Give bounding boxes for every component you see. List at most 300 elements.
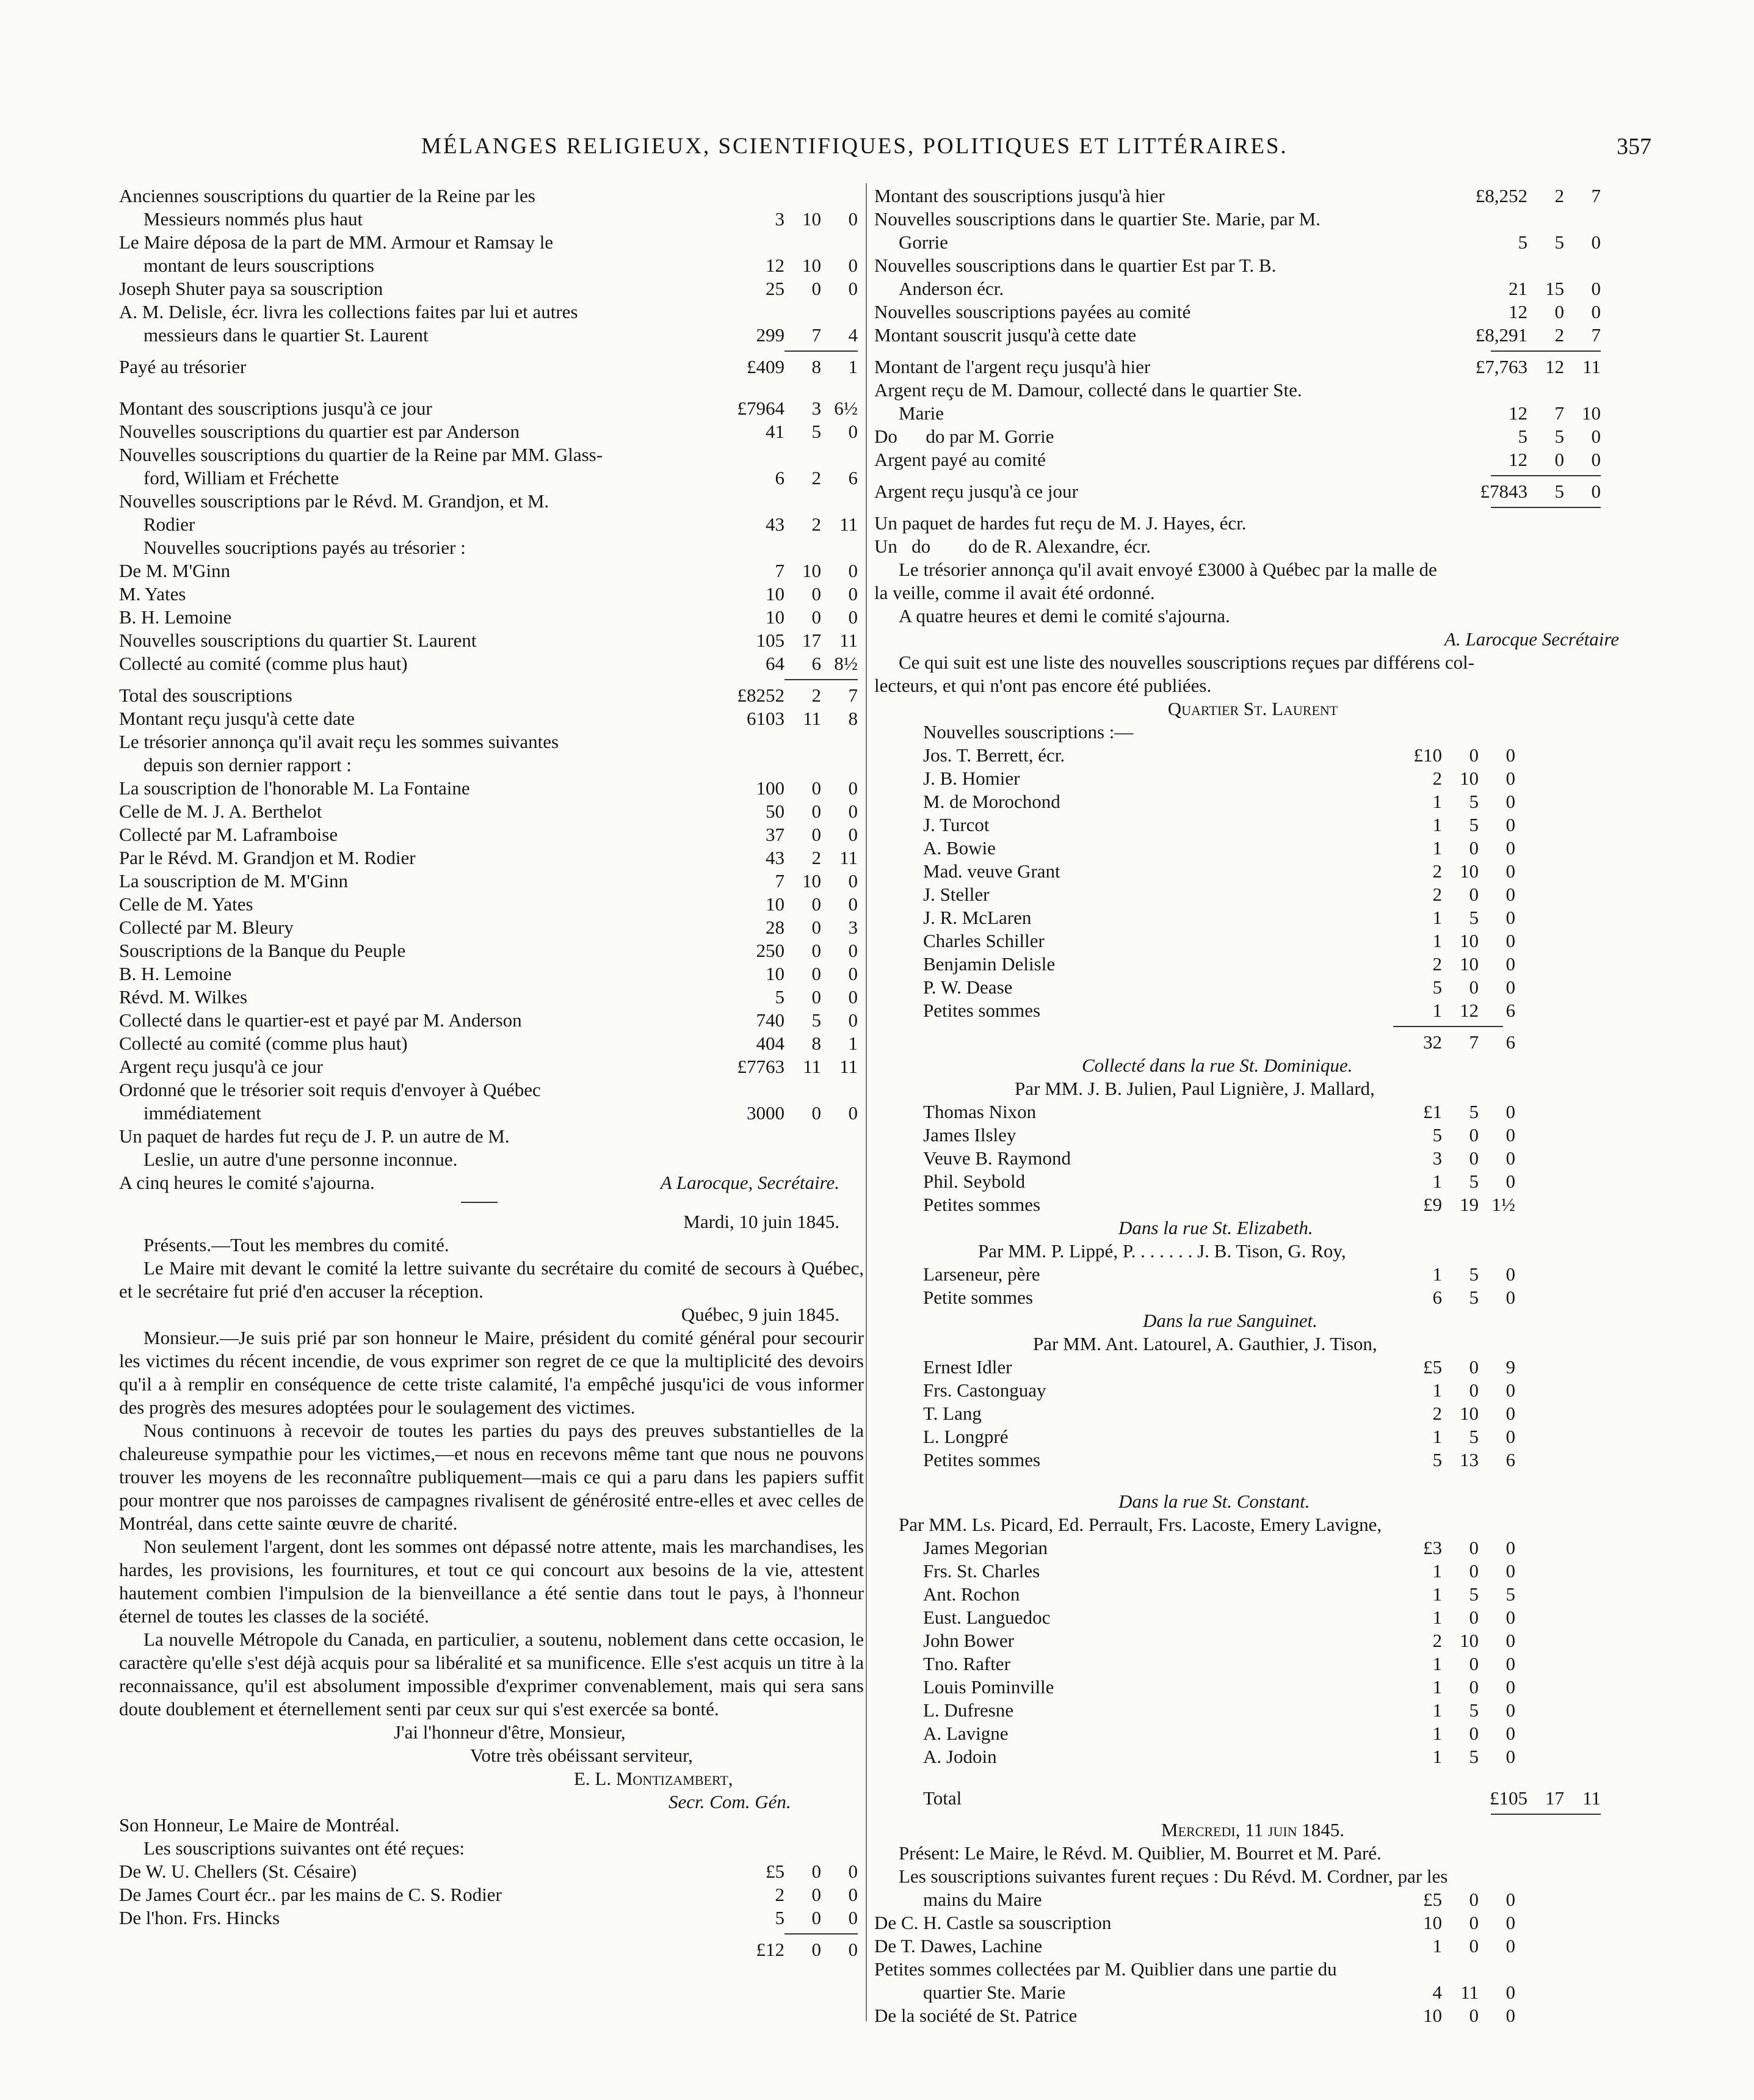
- amount-shillings: 5: [1469, 814, 1479, 835]
- amount-pence: 0: [848, 963, 858, 984]
- amount-pence: 0: [1506, 1723, 1515, 1744]
- subscriber-name: James Ilsley: [923, 1124, 1017, 1146]
- section-separator: [119, 1194, 864, 1210]
- entry-text: Argent reçu jusqu'à ce jour: [874, 481, 1078, 502]
- amount-shillings: 0: [811, 777, 821, 799]
- ledger-row: [119, 467, 864, 490]
- subscriber-name: Louis Pominville: [923, 1676, 1054, 1698]
- amount-shillings: 2: [1554, 185, 1564, 206]
- ledger-row: [874, 2004, 1631, 2027]
- amount-pence: 1: [848, 356, 858, 377]
- amount-pounds: 5: [1432, 1124, 1442, 1146]
- amount-shillings: 0: [1469, 1560, 1479, 1582]
- street-heading: Dans la rue Sanguinet.: [1143, 1310, 1317, 1331]
- ledger-row: [119, 277, 864, 300]
- entry-text: Un paquet de hardes fut reçu de M. J. Hayes, écr.: [874, 512, 1247, 534]
- subscriber-name: Thomas Nixon: [923, 1101, 1037, 1122]
- subscriber-name: Jos. T. Berrett, écr.: [923, 744, 1065, 766]
- amount-shillings: 0: [1469, 837, 1479, 859]
- amount-pence: 0: [1591, 231, 1601, 253]
- ledger-row: [874, 1958, 1631, 1981]
- ledger-row: [874, 300, 1631, 324]
- amount-pence: 11: [839, 630, 858, 651]
- entry-text: Ce qui suit est une liste des nouvelles souscriptions reçues par différens col-: [899, 652, 1474, 673]
- amount-pence: 4: [848, 324, 858, 346]
- amount-shillings: 5: [1469, 1746, 1479, 1767]
- amount-pounds: 1: [1432, 814, 1442, 835]
- amount-shillings: 2: [811, 514, 821, 535]
- amount-shillings: 5: [1469, 1699, 1479, 1721]
- amount-pence: 0: [848, 583, 858, 605]
- amount-shillings: 0: [811, 986, 821, 1008]
- amount-pence: 7: [848, 685, 858, 706]
- amount-shillings: 5: [1469, 1171, 1479, 1192]
- amount-pounds: 404: [756, 1033, 785, 1054]
- amount-pounds: 10: [766, 583, 785, 605]
- ledger-row: [874, 402, 1631, 425]
- ledger-row: [119, 986, 864, 1009]
- subscriber-name: Tno. Rafter: [923, 1653, 1010, 1674]
- collectors-line: Par MM. Ant. Latourel, A. Gauthier, J. Tison,: [1033, 1333, 1377, 1354]
- ledger-row: [119, 1767, 864, 1790]
- subscriber-row: [874, 1583, 1631, 1606]
- ledger-row: [874, 558, 1631, 581]
- entry-text: Payé au trésorier: [119, 356, 247, 377]
- amount-pence: 11: [839, 847, 858, 868]
- amount-shillings: 7: [1554, 402, 1564, 424]
- paragraph: La nouvelle Métropole du Canada, en particulier, a soutenu, noblement dans cette occasion, le caractère qu'elle s'est déjà acquis pour sa libéralité et sa munificence. Elle s'est acquis un titre à la reconnaissance, qu'il est absolument impossible d'exprimer convenablement, mais qui sera sans doute doublement et éternellement senti par ceux sur qui s'est exercée sa bonté.: [119, 1629, 864, 1720]
- entry-text: Anderson écr.: [899, 278, 1004, 299]
- amount-pence: 11: [839, 1056, 858, 1077]
- amount-pence: 11: [1582, 356, 1601, 377]
- amount-shillings: 0: [1469, 744, 1479, 766]
- amount-pence: 0: [1506, 1101, 1515, 1122]
- subscriber-name: Eust. Languedoc: [923, 1607, 1051, 1628]
- entry-text: De James Court écr.. par les mains de C. S. Rodier: [119, 1884, 502, 1905]
- amount-pounds: 6: [1432, 1287, 1442, 1308]
- amount-shillings: 5: [1469, 1287, 1479, 1308]
- ledger-row: [874, 674, 1631, 697]
- ledger-row: [874, 208, 1631, 231]
- paragraph: Monsieur.—Je suis prié par son honneur le Maire, président du comité général pour secourir les victimes du récent incendie, de vous exprimer son regret de ce que la multiplicité des devoirs qu'il a à remplir en conséquence de cette triste calamité, l'a empêché jusqu'ici de vous informer des progrès des mesures adoptées pour le soulagement des victimes.: [119, 1327, 864, 1418]
- amount-pence: 0: [1591, 481, 1601, 502]
- ledger-row: [119, 443, 864, 467]
- amount-shillings: 10: [802, 208, 821, 230]
- amount-shillings: 0: [1469, 1935, 1479, 1956]
- amount-shillings: 0: [1469, 1607, 1479, 1628]
- ledger-row: [119, 1860, 864, 1883]
- amount-pence: 0: [1506, 930, 1515, 951]
- entry-text: A quatre heures et demi le comité s'ajourna.: [899, 605, 1230, 627]
- ledger-row: [119, 1233, 864, 1257]
- amount-shillings: 5: [1469, 907, 1479, 928]
- entry-text: Montant reçu jusqu'à cette date: [119, 708, 355, 729]
- sum-rule: [119, 675, 864, 684]
- ledger-row: [119, 1102, 864, 1125]
- amount-shillings: 5: [811, 421, 821, 442]
- ledger-row: [119, 962, 864, 986]
- amount-pounds: 7: [775, 560, 785, 581]
- amount-shillings: 5: [1469, 1583, 1479, 1605]
- amount-shillings: 12: [1545, 356, 1564, 377]
- entry-text: Ordonné que le trésorier soit requis d'envoyer à Québec: [119, 1079, 541, 1100]
- ledger-row: [119, 1790, 864, 1814]
- ledger-row: [119, 1055, 864, 1078]
- entry-text: immédiatement: [143, 1102, 261, 1124]
- amount-pounds: £3: [1423, 1537, 1442, 1558]
- amount-shillings: 0: [811, 893, 821, 915]
- amount-shillings: 5: [1554, 426, 1564, 447]
- entry-text: De T. Dawes, Lachine: [874, 1935, 1043, 1956]
- entry-text: Rodier: [143, 514, 195, 535]
- ledger-row: [874, 628, 1631, 651]
- entry-text: B. H. Lemoine: [119, 606, 232, 628]
- subscriber-name: L. Longpré: [923, 1426, 1009, 1447]
- ledger-row: [119, 1032, 864, 1055]
- amount-pence: 0: [1506, 2005, 1515, 2026]
- amount-pence: 0: [848, 986, 858, 1008]
- collectors-line: Par MM. J. B. Julien, Paul Lignière, J. Mallard,: [1015, 1078, 1375, 1099]
- ledger-row: [119, 420, 864, 443]
- entry-text: Un paquet de hardes fut reçu de J. P. un autre de M.: [119, 1125, 510, 1147]
- ledger-row: [119, 870, 864, 893]
- entry-text: Nouvelles souscriptions du quartier de la Reine par MM. Glass-: [119, 444, 603, 465]
- subscriber-row: [874, 860, 1631, 883]
- amount-pence: 0: [1506, 1699, 1515, 1721]
- ledger-row: [119, 490, 864, 513]
- amount-pence: 0: [848, 1939, 858, 1960]
- amount-pence: 0: [1506, 1676, 1515, 1698]
- amount-shillings: 10: [1460, 953, 1479, 975]
- amount-pence: 0: [1591, 278, 1601, 299]
- subscriber-name: M. de Morochond: [923, 791, 1060, 812]
- amount-pounds: 5: [1432, 1449, 1442, 1470]
- left-column: [119, 184, 864, 1961]
- amount-shillings: 0: [1469, 1124, 1479, 1146]
- amount-pounds: £8,291: [1475, 324, 1528, 346]
- signatory-name: E. L. Montizambert,: [574, 1768, 733, 1789]
- entry-text: Total des souscriptions: [119, 685, 292, 706]
- amount-pounds: 1: [1432, 1607, 1442, 1628]
- amount-pence: 0: [1591, 301, 1601, 322]
- ledger-row: [874, 605, 1631, 628]
- entry-text: De C. H. Castle sa souscription: [874, 1912, 1112, 1933]
- amount-pence: 0: [1506, 1630, 1515, 1651]
- amount-pounds: 37: [766, 824, 785, 845]
- ledger-row: [874, 1077, 1631, 1100]
- entry-text: Celle de M. Yates: [119, 893, 253, 915]
- amount-pence: 0: [1506, 1889, 1515, 1910]
- amount-pence: 6: [1506, 1449, 1515, 1470]
- amount-pence: 8½: [834, 653, 858, 674]
- amount-pence: 0: [848, 606, 858, 628]
- subscriber-name: J. B. Homier: [923, 768, 1020, 789]
- amount-pounds: £8,252: [1475, 185, 1528, 206]
- amount-pounds: £7843: [1480, 481, 1528, 502]
- amount-shillings: 2: [811, 467, 821, 489]
- subtotal-row: [874, 1031, 1631, 1054]
- subscriber-row: [874, 906, 1631, 929]
- entry-text: Par le Révd. M. Grandjon et M. Rodier: [119, 847, 416, 868]
- subscriber-row: [874, 837, 1631, 860]
- amount-pence: 0: [848, 893, 858, 915]
- collectors-line: Par MM. Ls. Picard, Ed. Perrault, Frs. Lacoste, Emery Lavigne,: [899, 1514, 1382, 1535]
- entry-text: A cinq heures le comité s'ajourna.: [119, 1172, 375, 1193]
- amount-shillings: 5: [1469, 1101, 1479, 1122]
- amount-shillings: 13: [1460, 1449, 1479, 1470]
- entry-text: quartier Ste. Marie: [923, 1982, 1066, 2003]
- subscriber-name: Petites sommes: [923, 1000, 1041, 1021]
- amount-pounds: 6103: [747, 708, 785, 729]
- subscriber-name: T. Lang: [923, 1403, 982, 1424]
- sum-rule: [874, 347, 1631, 355]
- subscriber-name: John Bower: [923, 1630, 1014, 1651]
- amount-pounds: 43: [766, 847, 785, 868]
- amount-pence: 0: [848, 560, 858, 581]
- amount-shillings: 10: [802, 255, 821, 276]
- amount-pence: 0: [1506, 744, 1515, 766]
- entry-text: ford, William et Fréchette: [143, 467, 339, 489]
- subscriber-row: [874, 883, 1631, 906]
- subscriber-row: [874, 1560, 1631, 1583]
- amount-pounds: 2: [1432, 860, 1442, 882]
- subscriber-name: Mad. veuve Grant: [923, 860, 1060, 882]
- amount-shillings: 0: [811, 1884, 821, 1905]
- amount-pounds: £10: [1413, 744, 1442, 766]
- amount-shillings: 0: [811, 1102, 821, 1124]
- amount-pounds: 1: [1432, 1379, 1442, 1401]
- ledger-row: [119, 583, 864, 606]
- closing-line: Votre très obéissant serviteur,: [470, 1745, 693, 1766]
- amount-pence: 0: [848, 1907, 858, 1928]
- amount-pence: 5: [1506, 1583, 1515, 1605]
- amount-pence: 7: [1591, 324, 1601, 346]
- entry-text: Le trésorier annonça qu'il avait reçu les sommes suivantes: [119, 731, 559, 752]
- ledger-row: [874, 254, 1631, 277]
- ledger-row: [874, 512, 1631, 535]
- amount-pounds: 25: [766, 278, 785, 299]
- amount-shillings: 5: [1469, 791, 1479, 812]
- amount-pounds: 5: [775, 986, 785, 1008]
- amount-shillings: 0: [1469, 1723, 1479, 1744]
- amount-pounds: 10: [1423, 2005, 1442, 2026]
- ledger-row: [874, 231, 1631, 254]
- section-heading: [874, 1054, 1631, 1077]
- amount-shillings: 11: [803, 708, 821, 729]
- entry-text: La souscription de l'honorable M. La Fontaine: [119, 777, 470, 799]
- entry-text: Gorrie: [899, 231, 948, 253]
- ledger-row: [874, 721, 1631, 744]
- entry-text: Leslie, un autre d'une personne inconnue.: [143, 1149, 458, 1170]
- amount-shillings: 0: [811, 917, 821, 938]
- amount-pounds: 1: [1432, 1000, 1442, 1021]
- ledger-row: [119, 1721, 864, 1744]
- amount-pounds: 2: [1432, 884, 1442, 905]
- amount-pounds: 12: [1509, 402, 1528, 424]
- amount-pounds: 50: [766, 801, 785, 822]
- entry-text: Nouvelles soucriptions payés au trésorier :: [143, 537, 466, 558]
- amount-shillings: 11: [803, 1056, 821, 1077]
- amount-pounds: 28: [766, 917, 785, 938]
- entry-text: Le Maire déposa de la part de MM. Armour et Ramsay le: [119, 231, 554, 253]
- subscriber-row: [874, 976, 1631, 999]
- amount-pounds: 105: [756, 630, 785, 651]
- entry-text: Présent: Le Maire, le Révd. M. Quiblier, M. Bourret et M. Paré.: [899, 1842, 1382, 1864]
- amount-shillings: 2: [811, 685, 821, 706]
- subscriber-name: J. Steller: [923, 884, 990, 905]
- amount-pence: 0: [1506, 1935, 1515, 1956]
- ledger-row: [119, 707, 864, 730]
- subscriber-name: Ernest Idler: [923, 1356, 1012, 1378]
- subscriber-name: Phil. Seybold: [923, 1171, 1026, 1192]
- entry-text: Joseph Shuter paya sa souscription: [119, 278, 383, 299]
- amount-pounds: 43: [766, 514, 785, 535]
- subscriber-row: [874, 953, 1631, 976]
- amount-pounds: 1: [1432, 1723, 1442, 1744]
- amount-pounds: 12: [1509, 449, 1528, 470]
- ledger-row: [119, 800, 864, 823]
- amount-shillings: 10: [1460, 930, 1479, 951]
- subscriber-row: [874, 1745, 1631, 1768]
- amount-pounds: 10: [766, 606, 785, 628]
- entry-text: Révd. M. Wilkes: [119, 986, 248, 1008]
- amount-pence: 0: [1506, 976, 1515, 998]
- ledger-row: [119, 536, 864, 559]
- ledger-row: [874, 324, 1631, 347]
- ward-heading: Quartier St. Laurent: [1167, 698, 1338, 719]
- ledger-row: [874, 1332, 1631, 1356]
- subscriber-name: James Megorian: [923, 1537, 1048, 1558]
- st-laurent-list: [874, 744, 1631, 1768]
- amount-pounds: 3: [1432, 1147, 1442, 1169]
- subscriber-row: [874, 813, 1631, 837]
- amount-pounds: 1: [1432, 837, 1442, 859]
- ledger-row: [119, 1837, 864, 1860]
- meeting-date: Mardi, 10 juin 1845.: [683, 1211, 839, 1232]
- amount-shillings: 6: [811, 653, 821, 674]
- subscriber-name: Frs. Castonguay: [923, 1379, 1046, 1401]
- subscriber-row: [874, 1425, 1631, 1448]
- entry-text: Son Honneur, Le Maire de Montréal.: [119, 1814, 400, 1836]
- entry-text: Nouvelles souscriptions dans le quartier Ste. Marie, par M.: [874, 208, 1321, 230]
- subscriber-name: Petites sommes: [923, 1194, 1041, 1215]
- amount-shillings: 17: [1545, 1787, 1564, 1809]
- entry-text: De l'hon. Frs. Hincks: [119, 1907, 280, 1928]
- subscriber-row: [874, 1699, 1631, 1722]
- subscriber-name: A. Jodoin: [923, 1746, 997, 1767]
- sum-rule: [874, 1022, 1631, 1031]
- amount-shillings: 8: [811, 356, 821, 377]
- amount-pence: 6½: [834, 398, 858, 419]
- ledger-row: [119, 208, 864, 231]
- amount-shillings: 0: [1469, 1379, 1479, 1401]
- entry-text: Argent reçu de M. Damour, collecté dans le quartier Ste.: [874, 379, 1302, 401]
- entry-text: Do do par M. Gorrie: [874, 426, 1054, 447]
- street-heading: Dans la rue St. Constant.: [1118, 1491, 1310, 1512]
- entry-text: Collecté au comité (comme plus haut): [119, 1033, 408, 1054]
- amount-shillings: 0: [1469, 1147, 1479, 1169]
- amount-pounds: 4: [1432, 1982, 1442, 2003]
- amount-shillings: 10: [802, 560, 821, 581]
- ledger-row: [119, 397, 864, 420]
- entry-text: Les souscriptions suivantes ont été reçues:: [143, 1837, 465, 1859]
- amount-pounds: 100: [756, 777, 785, 799]
- subscriber-row: [874, 1356, 1631, 1379]
- amount-pence: 0: [1506, 1147, 1515, 1169]
- amount-shillings: 10: [1460, 1403, 1479, 1424]
- ledger-row: [874, 1935, 1631, 1958]
- subscriber-row: [874, 1170, 1631, 1193]
- amount-pounds: 12: [766, 255, 785, 276]
- amount-pence: 0: [1506, 1912, 1515, 1933]
- column-divider: [866, 183, 867, 2021]
- amount-shillings: 3: [811, 398, 821, 419]
- amount-shillings: 7: [1469, 1031, 1479, 1053]
- amount-pounds: 299: [756, 324, 785, 346]
- closing-line: J'ai l'honneur d'être, Monsieur,: [394, 1721, 626, 1743]
- amount-pence: 0: [848, 421, 858, 442]
- amount-pounds: 2: [1432, 953, 1442, 975]
- amount-pounds: 32: [1423, 1031, 1442, 1053]
- amount-shillings: 17: [802, 630, 821, 651]
- subscriber-row: [874, 1722, 1631, 1745]
- amount-shillings: 2: [811, 847, 821, 868]
- ledger-row: [874, 1842, 1631, 1865]
- amount-pence: 1½: [1491, 1194, 1515, 1215]
- subscriber-row: [874, 790, 1631, 813]
- entry-text: De la société de St. Patrice: [874, 2005, 1078, 2026]
- amount-pounds: 740: [756, 1009, 785, 1031]
- amount-pounds: 5: [1518, 231, 1528, 253]
- subscriber-row: [874, 1629, 1631, 1652]
- amount-pounds: £7763: [737, 1056, 785, 1077]
- entry-text: Montant des souscriptions jusqu'à ce jour: [119, 398, 432, 419]
- amount-shillings: 7: [811, 324, 821, 346]
- amount-shillings: 5: [1554, 481, 1564, 502]
- entry-text: lecteurs, et qui n'ont pas encore été publiées.: [874, 675, 1212, 696]
- amount-pounds: 1: [1432, 1263, 1442, 1285]
- entry-text: Montant de l'argent reçu jusqu'à hier: [874, 356, 1151, 377]
- amount-shillings: 19: [1460, 1194, 1479, 1215]
- ledger-row: [874, 1513, 1631, 1536]
- amount-shillings: 0: [1469, 884, 1479, 905]
- amount-shillings: 8: [811, 1033, 821, 1054]
- date-line: [874, 1818, 1631, 1842]
- entry-text: Le trésorier annonça qu'il avait envoyé £3000 à Québec par la malle de: [899, 559, 1437, 580]
- amount-pence: 0: [848, 255, 858, 276]
- amount-pounds: 10: [766, 963, 785, 984]
- amount-shillings: 0: [811, 940, 821, 961]
- amount-pence: 0: [848, 1861, 858, 1882]
- amount-pounds: 2: [1432, 1630, 1442, 1651]
- ledger-row: [119, 1938, 864, 1961]
- amount-shillings: 5: [1469, 1426, 1479, 1447]
- amount-pence: 6: [1506, 1031, 1515, 1053]
- ledger-row: [119, 1125, 864, 1148]
- amount-shillings: 0: [1469, 976, 1479, 998]
- amount-shillings: 0: [1469, 1537, 1479, 1558]
- subscriber-row: [874, 1193, 1631, 1216]
- entry-text: Collecté dans le quartier-est et payé par M. Anderson: [119, 1009, 522, 1031]
- amount-pounds: 7: [775, 870, 785, 892]
- amount-pence: 1: [848, 1033, 858, 1054]
- ledger-row: [119, 231, 864, 254]
- letter-date: Québec, 9 juin 1845.: [681, 1304, 839, 1325]
- subscriber-name: Larseneur, père: [923, 1263, 1040, 1285]
- amount-pence: 0: [1506, 1560, 1515, 1582]
- entry-text: Celle de M. J. A. Berthelot: [119, 801, 322, 822]
- subscriber-name: Benjamin Delisle: [923, 953, 1056, 975]
